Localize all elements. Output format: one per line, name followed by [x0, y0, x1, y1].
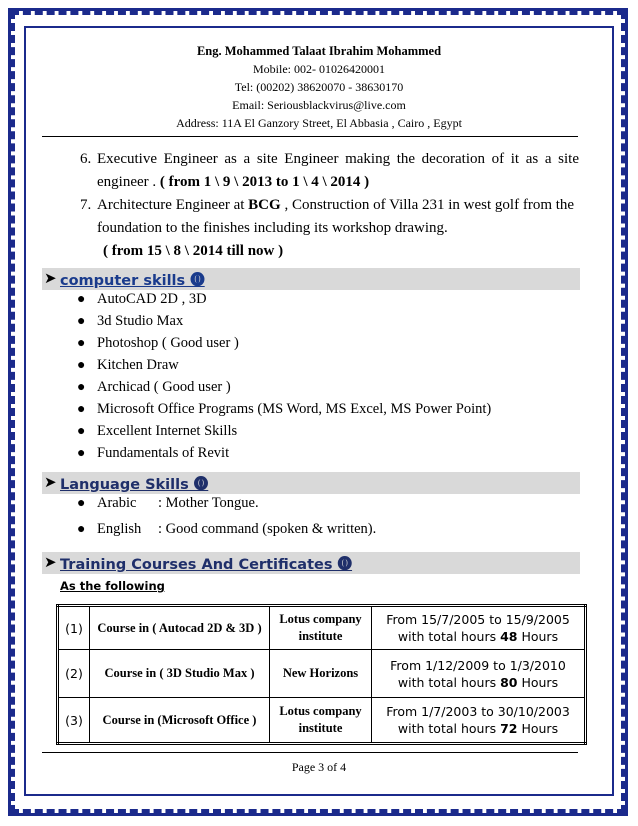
telephone: Tel: (00202) 38620070 - 38630170	[234, 80, 404, 94]
list-item: Fundamentals of Revit	[97, 445, 230, 461]
language-name: Arabic	[97, 495, 137, 511]
hours-value: 48	[500, 629, 518, 644]
section-language-skills	[42, 472, 580, 494]
hours-unit: Hours	[517, 674, 559, 690]
institute: Lotus company institute	[270, 698, 372, 744]
page-number: Page 3 of 4	[291, 760, 347, 774]
experience-7-line1	[97, 194, 574, 217]
arrow-bullet-icon: ➤	[44, 271, 57, 287]
date-range: From 1/7/2003 to 30/10/2003	[386, 704, 570, 719]
hours-unit: Hours	[517, 721, 559, 736]
bullet-icon: ●	[77, 496, 86, 511]
course-dates	[372, 650, 586, 698]
list-item: Excellent Internet Skills	[97, 423, 238, 439]
language-level: : Mother Tongue.	[158, 495, 259, 511]
hours-value: 80	[500, 674, 518, 690]
author-name: Eng. Mohammed Talaat Ibrahim Mohammed	[196, 44, 442, 58]
language-skills-title: Language Skills ⓿	[60, 477, 209, 493]
date-range: From 1/12/2009 to 1/3/2010	[390, 657, 566, 673]
experience-7-dates: ( from 15 \ 8 \ 2014 till now )	[103, 243, 284, 259]
language-level: : Good command (spoken & written).	[158, 521, 377, 537]
list-item: 3d Studio Max	[97, 313, 184, 329]
experience-6-dates: ( from 1 \ 9 \ 2013 to 1 \ 4 \ 2014 )	[159, 174, 370, 190]
list-item: Kitchen Draw	[97, 357, 179, 373]
bullet-icon: ●	[77, 424, 86, 439]
course-name: Course in ( 3D Studio Max )	[90, 650, 270, 698]
list-item: Photoshop ( Good user )	[97, 335, 239, 351]
hours-value: 72	[500, 721, 518, 736]
bullet-icon: ●	[77, 292, 86, 307]
bullet-icon: ●	[77, 314, 86, 329]
list-item: Microsoft Office Programs (MS Word, MS Excel, MS Power Point)	[97, 401, 492, 417]
institute: New Horizons	[270, 650, 372, 698]
course-name: Course in ( Autocad 2D & 3D )	[90, 606, 270, 650]
mobile: Mobile: 002- 01026420001	[253, 62, 385, 76]
header-divider	[42, 136, 578, 137]
footer-divider	[42, 752, 578, 753]
training-subtitle: As the following	[60, 579, 165, 593]
row-number: (1)	[58, 606, 90, 650]
total-hours	[375, 674, 581, 691]
row-number: (2)	[58, 650, 90, 698]
row-number: (3)	[58, 698, 90, 744]
course-dates	[372, 698, 586, 744]
email: Email: Seriousblackvirus@live.com	[232, 98, 406, 112]
experience-7-line2: foundation to the finishes including its workshop drawing.	[97, 220, 448, 236]
courses-table	[56, 604, 587, 745]
experience-6-text: engineer .	[97, 174, 160, 190]
computer-skills-title: computer skills ⓿	[60, 273, 205, 289]
institute: Lotus company institute	[270, 606, 372, 650]
table-row	[58, 606, 586, 650]
date-range: From 15/7/2005 to 15/9/2005	[386, 612, 570, 627]
bullet-icon: ●	[77, 522, 86, 537]
list-item: AutoCAD 2D , 3D	[97, 291, 207, 307]
experience-6-line1: Executive Engineer as a site Engineer making the decoration of it as a site	[97, 151, 579, 167]
section-training	[42, 552, 580, 574]
experience-number-6: 6.	[80, 151, 92, 167]
bullet-icon: ●	[77, 336, 86, 351]
hours-label: with total hours	[397, 629, 501, 644]
contact-header	[0, 42, 638, 132]
course-dates	[372, 606, 586, 650]
experience-7-company: BCG	[248, 197, 281, 213]
experience-7-text-a: Architecture Engineer at	[97, 197, 249, 213]
bullet-icon: ●	[77, 402, 86, 417]
course-name: Course in (Microsoft Office )	[90, 698, 270, 744]
experience-6-line2	[97, 171, 369, 194]
table-row	[58, 650, 586, 698]
total-hours	[375, 720, 581, 737]
experience-7-text-b: , Construction of Villa 231 in west golf from the	[280, 197, 575, 213]
bullet-icon: ●	[77, 358, 86, 373]
arrow-bullet-icon: ➤	[44, 555, 57, 571]
table-row	[58, 698, 586, 744]
total-hours	[375, 628, 581, 645]
section-computer-skills	[42, 268, 580, 290]
hours-label: with total hours	[397, 674, 501, 690]
training-title: Training Courses And Certificates ⓿	[60, 557, 353, 573]
list-item: Archicad ( Good user )	[97, 379, 231, 395]
language-name: English	[97, 521, 142, 537]
hours-label: with total hours	[397, 721, 501, 736]
experience-number-7: 7.	[80, 197, 92, 213]
bullet-icon: ●	[77, 380, 86, 395]
address: Address: 11A El Ganzory Street, El Abbasia , Cairo , Egypt	[176, 116, 462, 130]
hours-unit: Hours	[517, 629, 559, 644]
arrow-bullet-icon: ➤	[44, 475, 57, 491]
bullet-icon: ●	[77, 446, 86, 461]
